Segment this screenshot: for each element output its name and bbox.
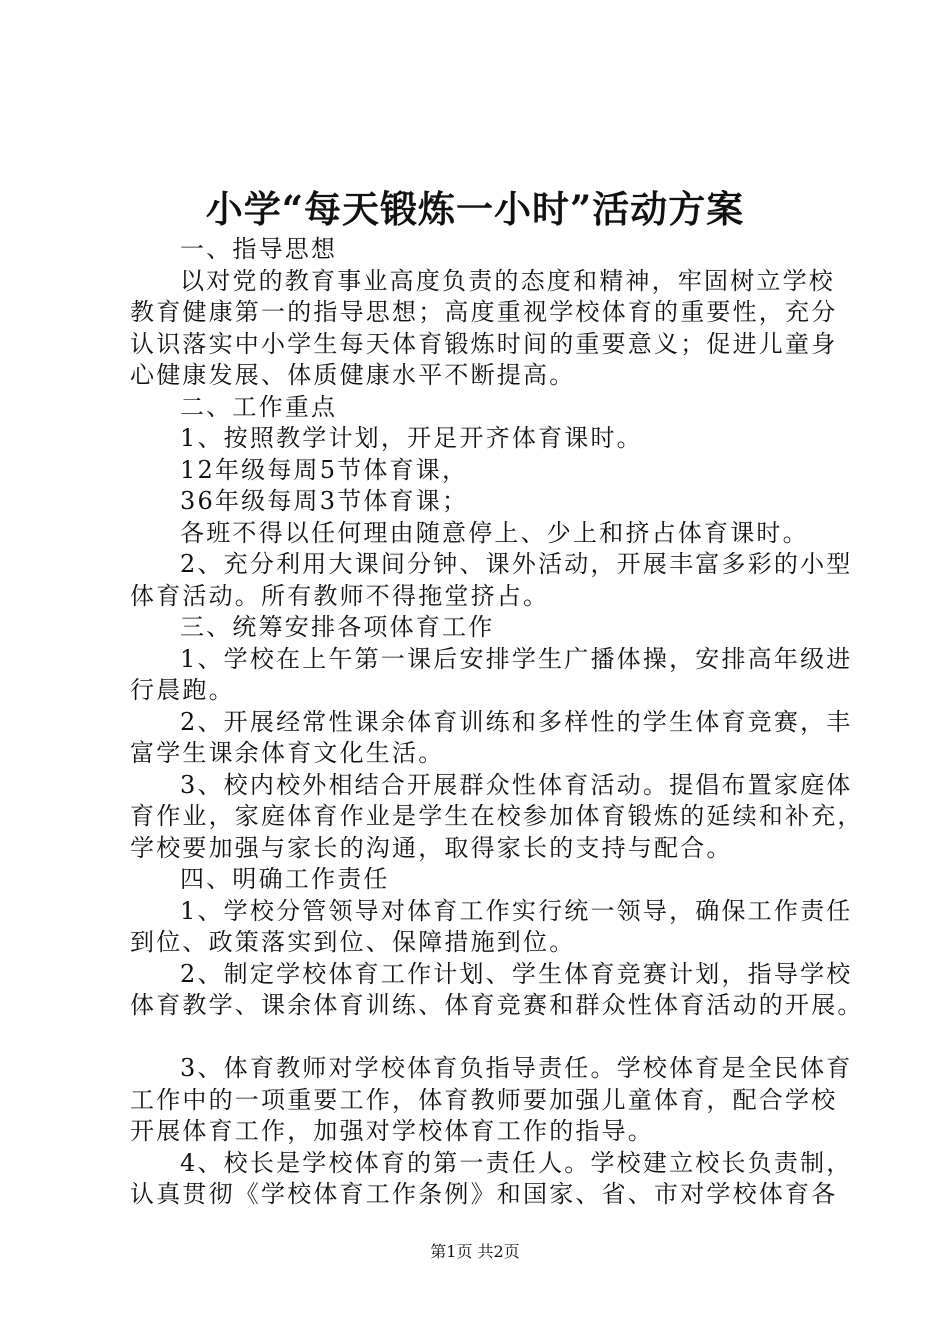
page-footer: 第1页 共2页: [430, 1242, 520, 1261]
text-line: 12年级每周5节体育课，: [180, 455, 469, 484]
document-body: [130, 234, 864, 1211]
text-line: 学校要加强与家长的沟通，取得家长的支持与配合。: [130, 833, 733, 862]
text-line: 认真贯彻《学校体育工作条例》和国家、省、市对学校体育各: [130, 1180, 838, 1208]
text-line: 心健康发展、体质健康水平不断提高。: [130, 361, 576, 389]
text-line: 一、指导思想: [180, 235, 338, 263]
text-line: 到位、政策落实到位、保障措施到位。: [130, 928, 576, 956]
text-line: 体育活动。所有教师不得拖堂挤占。: [130, 581, 550, 610]
text-line: 3、体育教师对学校体育负指导责任。学校体育是全民体育: [180, 1054, 853, 1082]
text-line: 开展体育工作，加强对学校体育工作的指导。: [130, 1117, 654, 1145]
text-line: 四、明确工作责任: [180, 865, 390, 893]
text-line: 行晨跑。: [130, 676, 235, 704]
text-line: 各班不得以任何理由随意停上、少上和挤占体育课时。: [180, 518, 809, 547]
text-line: 育作业，家庭体育作业是学生在校参加体育锻炼的延续和补充，: [130, 802, 864, 830]
text-line: 认识落实中小学生每天体育锻炼时间的重要意义；促进儿童身: [130, 329, 838, 358]
text-line: 工作中的一项重要工作，体育教师要加强儿童体育，配合学校: [130, 1085, 838, 1114]
text-line: [130, 1022, 835, 1054]
text-line: 三、统筹安排各项体育工作: [180, 613, 495, 641]
text-line: 2、充分利用大课间分钟、课外活动，开展丰富多彩的小型: [180, 550, 853, 578]
text-line: 富学生课余体育文化生活。: [130, 739, 445, 767]
text-line: 1、学校在上午第一课后安排学生广播体操，安排高年级进: [180, 644, 853, 673]
text-line: 二、工作重点: [180, 392, 338, 421]
text-line: 4、校长是学校体育的第一责任人。学校建立校长负责制，: [180, 1148, 853, 1177]
document-title: 小学“每天锻炼一小时”活动方案: [205, 187, 745, 231]
text-line: 2、开展经常性课余体育训练和多样性的学生体育竞赛，丰: [180, 707, 853, 736]
text-line: 1、学校分管领导对体育工作实行统一领导，确保工作责任: [180, 896, 853, 925]
text-line: 2、制定学校体育工作计划、学生体育竞赛计划，指导学校: [180, 959, 853, 988]
text-line: 3、校内校外相结合开展群众性体育活动。提倡布置家庭体: [180, 770, 853, 799]
text-line: 1、按照教学计划，开足开齐体育课时。: [180, 424, 643, 452]
text-line: 体育教学、课余体育训练、体育竞赛和群众性体育活动的开展。: [130, 991, 864, 1019]
text-line: 以对党的教育事业高度负责的态度和精神，牢固树立学校: [180, 266, 835, 295]
text-line: 教育健康第一的指导思想；高度重视学校体育的重要性，充分: [130, 298, 838, 326]
text-line: 36年级每周3节体育课；: [180, 487, 469, 515]
